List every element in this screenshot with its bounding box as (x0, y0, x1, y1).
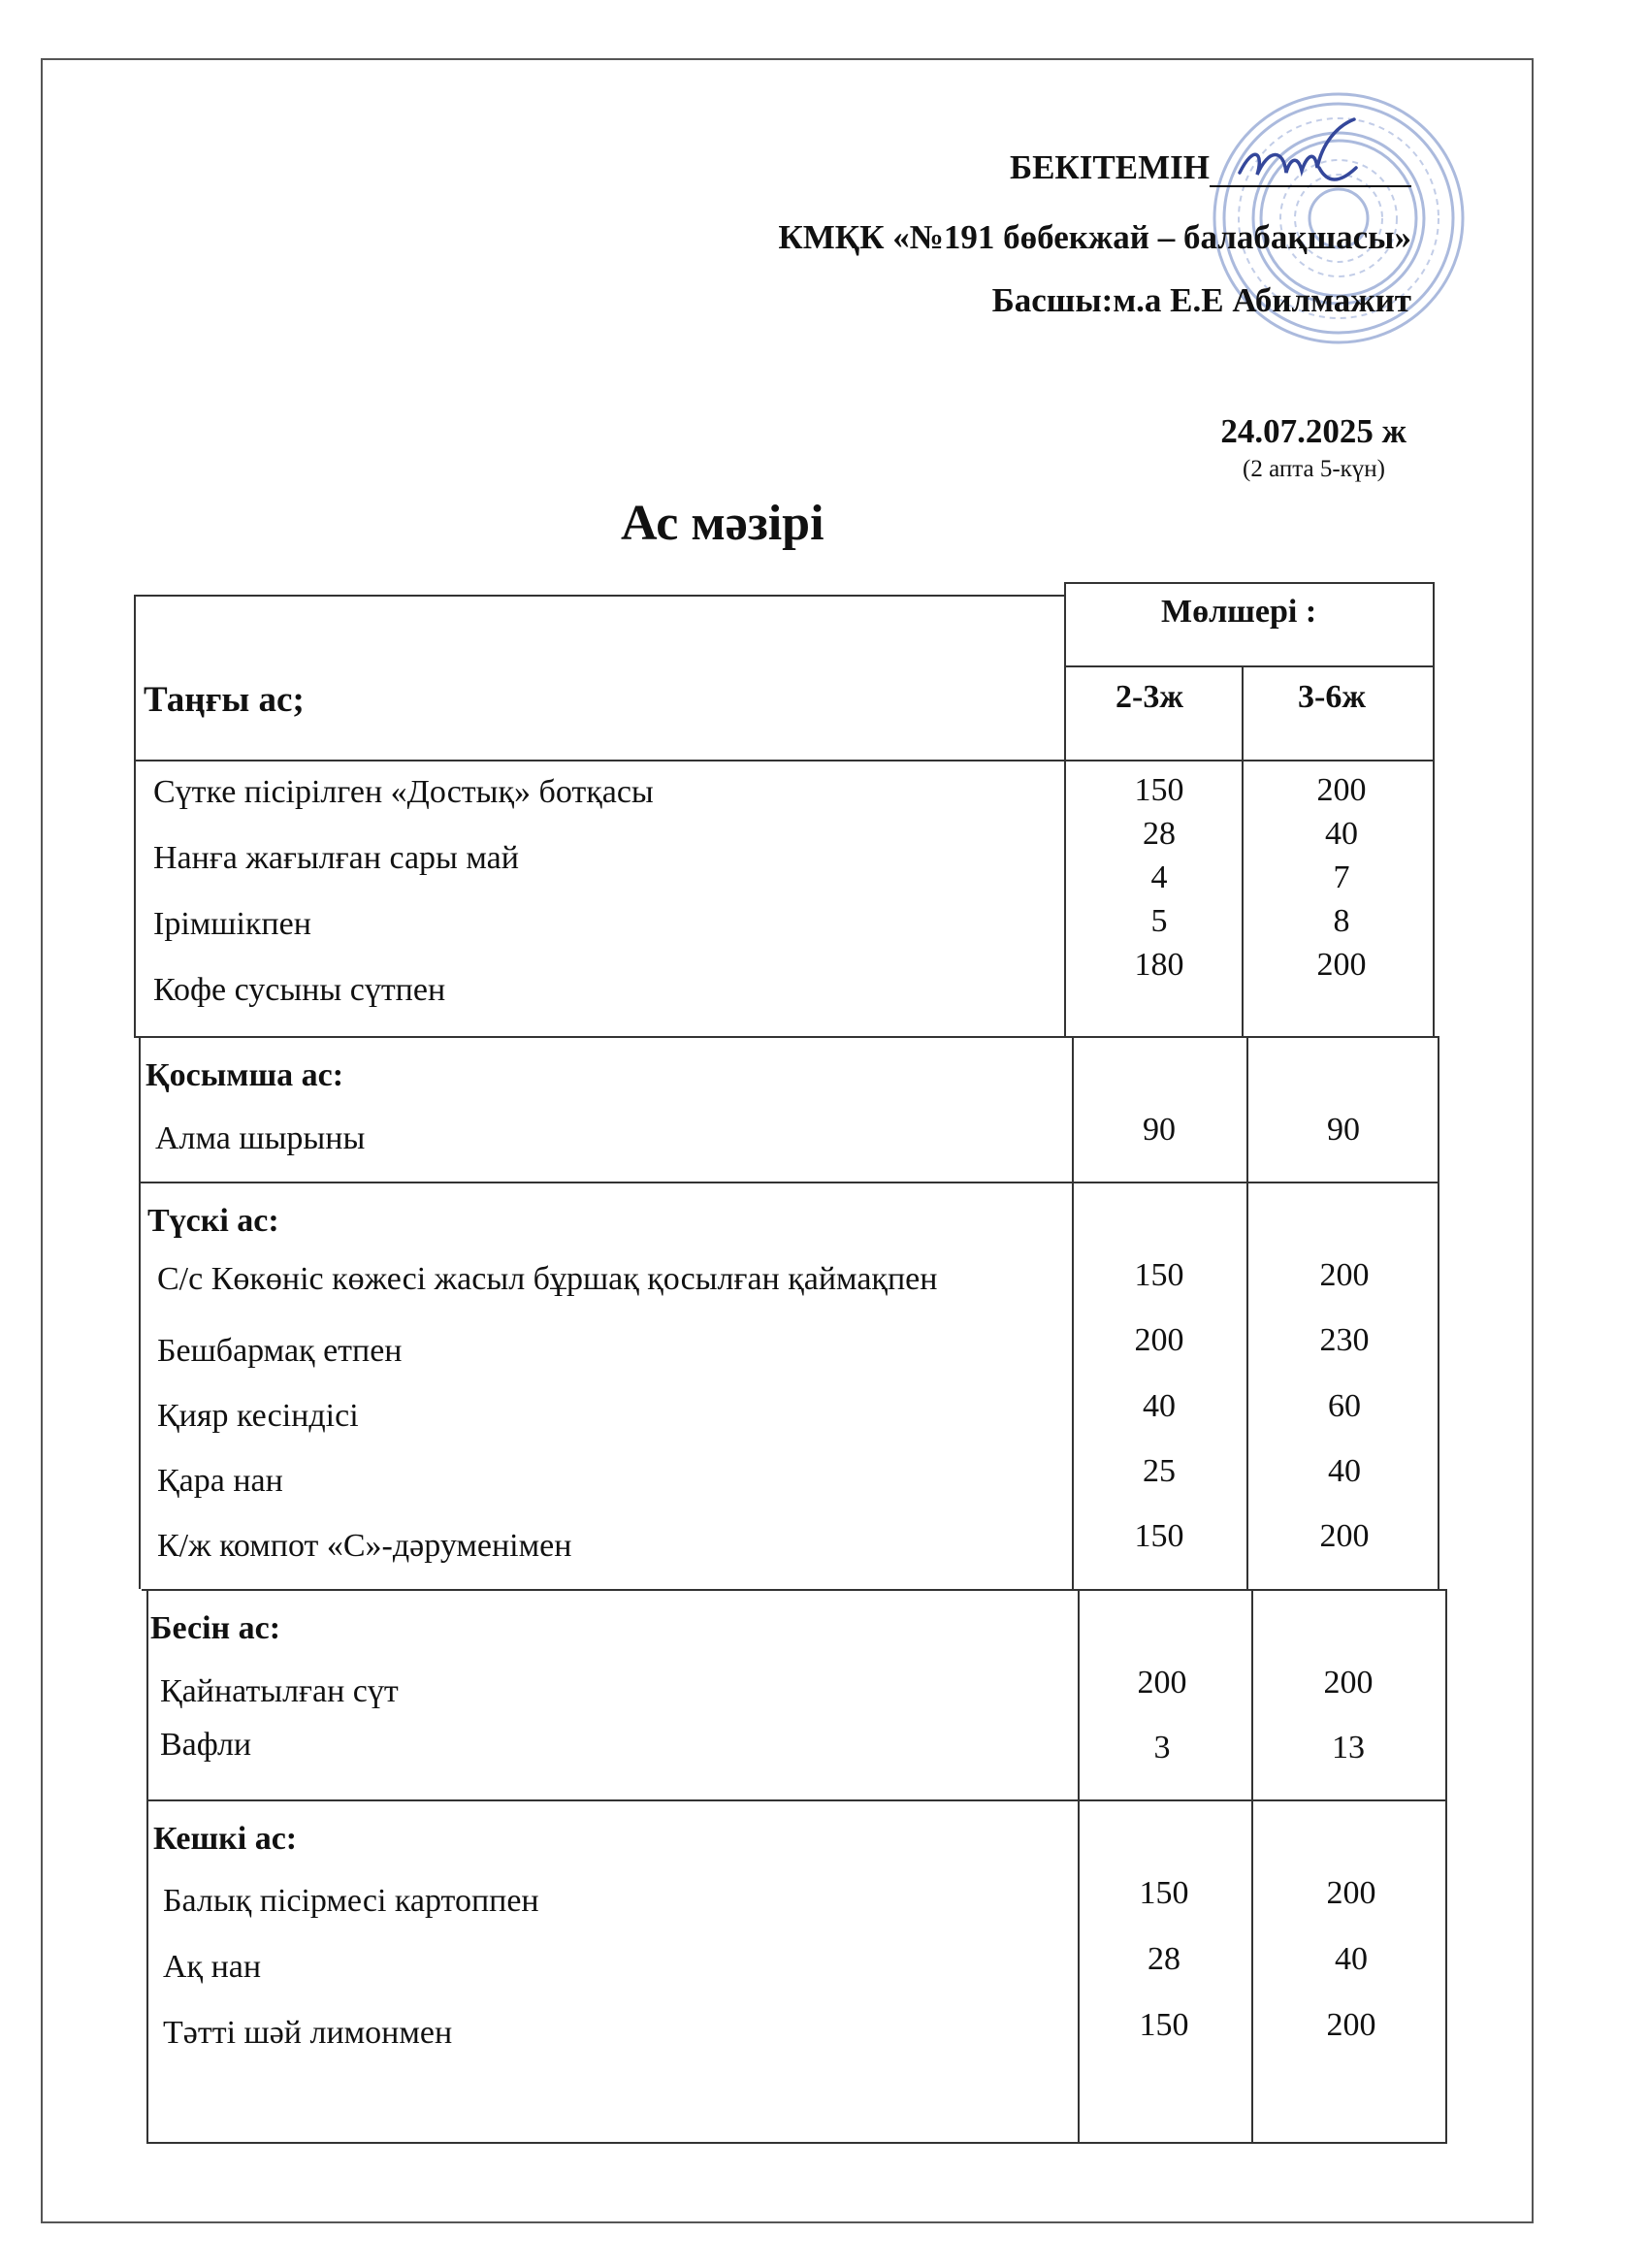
menu-date: 24.07.2025 ж (1220, 412, 1406, 450)
dish-name: Балық пісірмесі картоппен (163, 1883, 539, 1919)
meal-title: Қосымша ас: (146, 1057, 344, 1093)
amount-2-3: 150 (1134, 772, 1184, 808)
dish-name: Тәтті шәй лимонмен (163, 2015, 453, 2051)
amount-3-6: 40 (1325, 816, 1358, 852)
week-day: (2 апта 5-күн) (1243, 456, 1385, 482)
amount-header: Мөлшері : (1161, 594, 1317, 630)
approve-label: БЕКІТЕМІН (1009, 148, 1210, 186)
amount-3-6: 40 (1335, 1941, 1368, 1977)
amount-2-3: 150 (1139, 1875, 1189, 1911)
amount-3-6: 200 (1323, 1665, 1374, 1701)
amount-2-3: 5 (1150, 903, 1168, 939)
amount-3-6: 200 (1316, 947, 1367, 983)
age-group-3-6: 3-6ж (1298, 679, 1366, 715)
amount-2-3: 150 (1134, 1518, 1184, 1554)
amount-2-3: 4 (1150, 859, 1168, 895)
organization-name: КМҚК «№191 бөбекжай – балабақшасы» (778, 218, 1411, 256)
dish-name: Нанға жағылған сары май (153, 840, 519, 876)
page-title: Ас мәзірі (621, 496, 824, 551)
meal-title: Түскі ас: (147, 1203, 279, 1239)
amount-2-3: 150 (1139, 2007, 1189, 2043)
dish-name: Ірімшікпен (153, 906, 311, 942)
dish-name: Қайнатылған сүт (160, 1673, 399, 1709)
amount-2-3: 150 (1134, 1257, 1184, 1293)
amount-3-6: 8 (1333, 903, 1350, 939)
dish-name: Қияр кесіндісі (157, 1398, 359, 1434)
meal-column-header: Таңғы ас; (144, 680, 305, 720)
amount-3-6: 200 (1326, 2007, 1376, 2043)
dish-name: С/с Көкөніс көжесі жасыл бұршақ қосылған қаймақпен (157, 1261, 938, 1297)
amount-3-6: 7 (1333, 859, 1350, 895)
handwritten-signature-icon (1230, 114, 1371, 197)
amount-3-6: 13 (1332, 1730, 1365, 1766)
dish-name: К/ж компот «С»-дәруменімен (157, 1528, 572, 1564)
amount-3-6: 40 (1328, 1453, 1361, 1489)
amount-2-3: 200 (1137, 1665, 1187, 1701)
dish-name: Ақ нан (163, 1949, 262, 1985)
dish-name: Кофе сусыны сүтпен (153, 972, 446, 1008)
amount-3-6: 200 (1326, 1875, 1376, 1911)
dish-name: Алма шырыны (155, 1120, 366, 1156)
head-person: Басшы:м.а Е.Е Абилмажит (991, 281, 1411, 319)
amount-2-3: 90 (1143, 1112, 1176, 1148)
amount-2-3: 200 (1134, 1322, 1184, 1358)
amount-3-6: 60 (1328, 1388, 1361, 1424)
amount-2-3: 40 (1143, 1388, 1176, 1424)
amount-3-6: 200 (1319, 1518, 1370, 1554)
dish-name: Вафли (160, 1727, 252, 1763)
amount-2-3: 180 (1134, 947, 1184, 983)
dish-name: Бешбармақ етпен (157, 1333, 403, 1369)
dish-name: Қара нан (157, 1463, 283, 1499)
amount-3-6: 90 (1327, 1112, 1360, 1148)
amount-3-6: 200 (1316, 772, 1367, 808)
amount-2-3: 3 (1153, 1730, 1171, 1766)
amount-2-3: 28 (1148, 1941, 1180, 1977)
amount-2-3: 25 (1143, 1453, 1176, 1489)
amount-3-6: 200 (1319, 1257, 1370, 1293)
amount-2-3: 28 (1143, 816, 1176, 852)
meal-title: Бесін ас: (150, 1610, 281, 1646)
meal-title: Кешкі ас: (153, 1821, 298, 1857)
amount-3-6: 230 (1319, 1322, 1370, 1358)
age-group-2-3: 2-3ж (1116, 679, 1183, 715)
dish-name: Сүтке пісірілген «Достық» ботқасы (153, 774, 654, 810)
